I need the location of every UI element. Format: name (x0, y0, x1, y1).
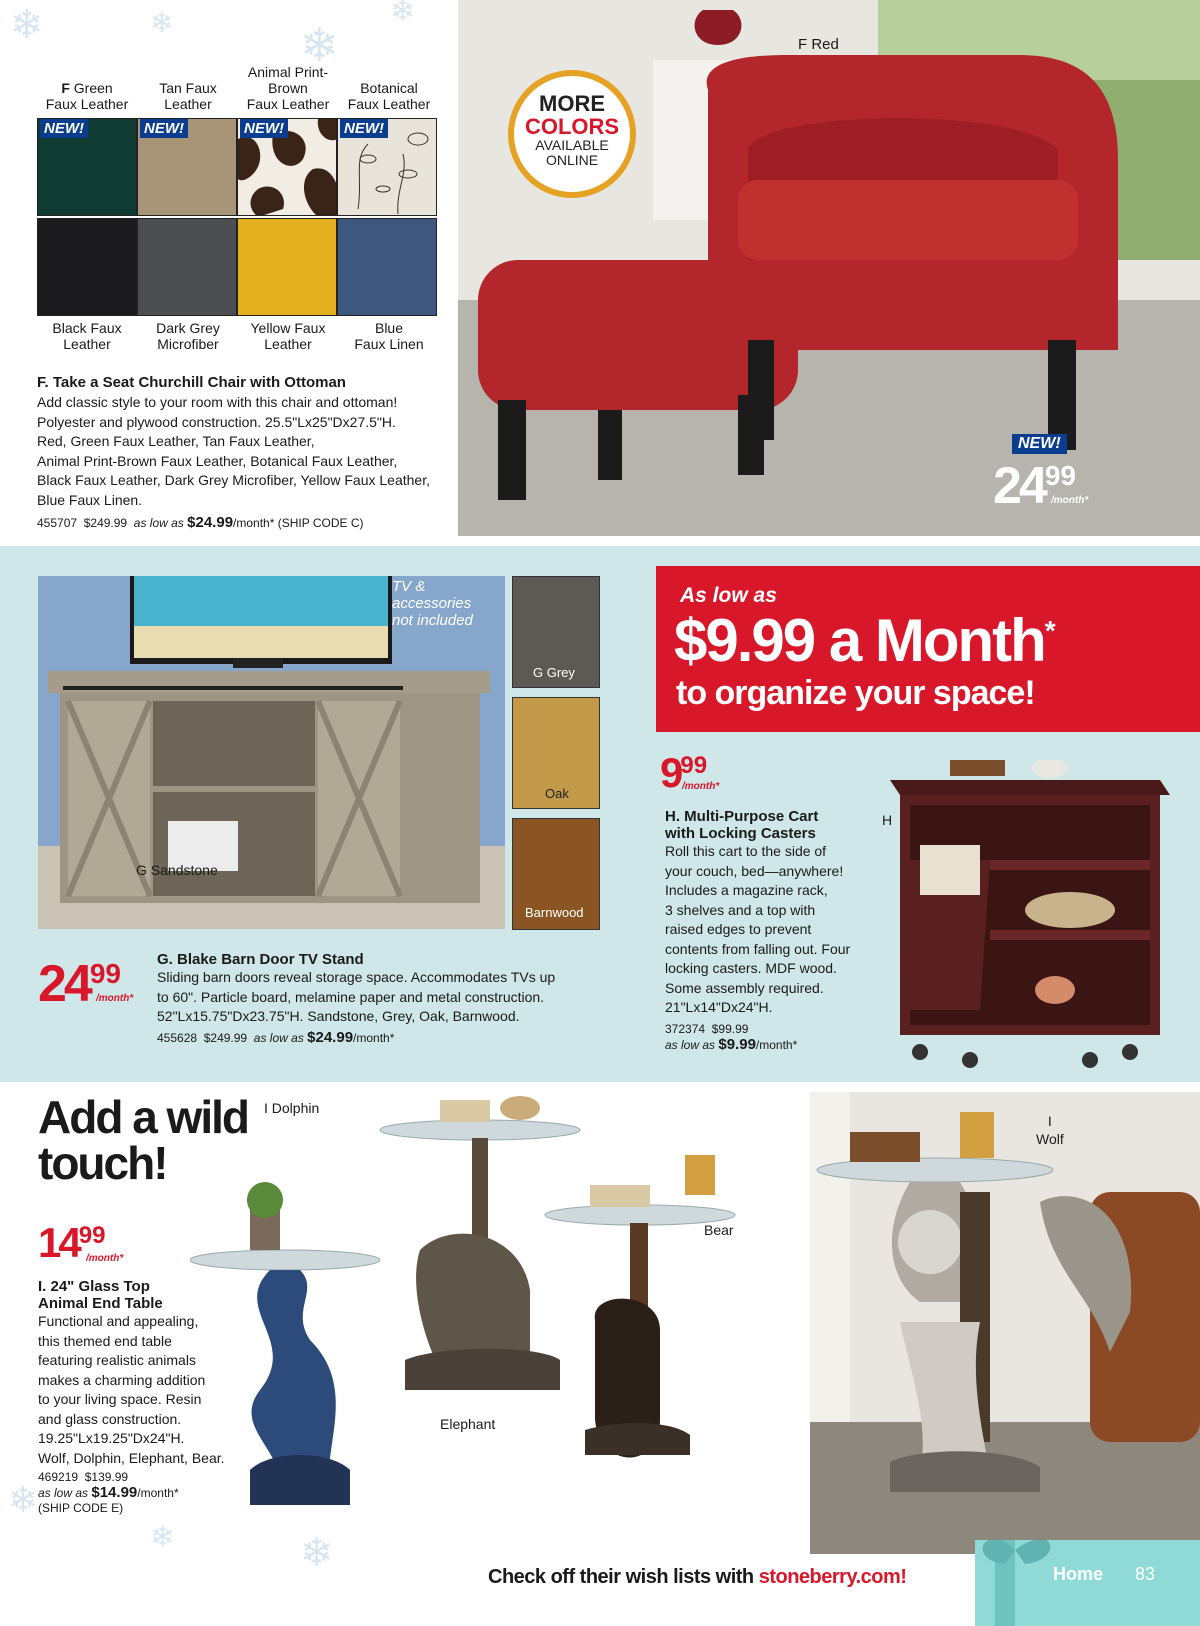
banner-line3: to organize your space! (676, 674, 1035, 712)
swatch-green[interactable] (37, 118, 137, 216)
product-f-text (37, 374, 457, 531)
product-h-description: Roll this cart to the side of your couch, bed—anywhere! Includes a magazine rack, 3 shelves and a top with raised edges to prevent contents from falling out. Four locking casters. MDF wood. Some assembly required. 21"Lx14"Dx24"H. (665, 843, 851, 1015)
product-h-title: H. Multi-Purpose Cart (665, 808, 819, 825)
new-badge: NEW! (340, 119, 388, 138)
swatch-label-botanical: Botanical Faux Leather (347, 80, 431, 112)
product-h-title-2: with Locking Casters (665, 825, 816, 842)
snowflake-decor: ❄ (10, 2, 44, 48)
photo-label-sandstone: G Sandstone (136, 862, 218, 878)
label-dolphin: I Dolphin (264, 1100, 320, 1116)
banner-line1: As low as (680, 584, 777, 607)
product-h-photo (880, 760, 1180, 1070)
product-g-text (157, 951, 637, 1046)
swatch-animal-print[interactable] (237, 118, 337, 216)
product-f-photo (458, 0, 1200, 536)
more-colors-badge: MORE COLORS AVAILABLE ONLINE (508, 70, 636, 198)
swatch-botanical[interactable] (337, 118, 437, 216)
new-badge: NEW! (140, 119, 188, 138)
wolf-label: I Wolf (1036, 1113, 1064, 1147)
product-i-price-line: 469219 $139.99 as low as $14.99/month* (SHIP CODE E) (38, 1470, 179, 1515)
product-g-price-line: 455628 $249.99 as low as $24.99/month* (157, 1028, 395, 1046)
product-h-big-price: 999 /month* (660, 749, 720, 796)
footer-tagline: Check off their wish lists with stoneberry.com! (488, 1566, 907, 1588)
wolf-table-photo (810, 1092, 1200, 1554)
page-number: 83 (1135, 1564, 1156, 1584)
brand-link[interactable]: stoneberry.com! (758, 1566, 907, 1588)
animal-tables-photo (190, 1090, 780, 1530)
product-i-title: I. 24" Glass Top (38, 1278, 150, 1295)
product-f-price-line: 455707 $249.99 as low as $24.99/month* (SHIP CODE C) (37, 514, 364, 531)
swatch-label-blue: Blue Faux Linen (354, 320, 424, 352)
product-h-price-line: 372374 $99.99 as low as $9.99/month* (665, 1021, 798, 1053)
variant-barnwood-label: Barnwood (525, 905, 584, 920)
snowflake-decor: ❄ (150, 6, 174, 39)
label-bear: Bear (704, 1222, 734, 1238)
swatch-black[interactable] (37, 218, 137, 316)
photo-label-h: H (882, 812, 893, 828)
swatch-label-black: Black Faux Leather (52, 320, 122, 352)
snowflake-decor: ❄ (300, 1530, 334, 1576)
product-g-photo (38, 576, 505, 929)
variant-grey-label: G Grey (533, 665, 575, 680)
gift-box-corner (975, 1540, 1200, 1626)
product-i-title-2: Animal End Table (38, 1295, 163, 1312)
variant-barnwood[interactable] (512, 818, 600, 930)
product-g-big-price: 2499 /month* (38, 955, 134, 1013)
variant-grey[interactable] (512, 576, 600, 688)
snowflake-decor: ❄ (8, 1480, 39, 1521)
banner-line2: $9.99 a Month* (674, 607, 1054, 674)
footer-section-label: Home (1053, 1564, 1104, 1584)
swatch-yellow[interactable] (237, 218, 337, 316)
swatch-label-green: F Green Faux Leather (45, 80, 129, 112)
new-badge: NEW! (240, 119, 288, 138)
photo-label-red: F Red (798, 36, 839, 53)
cart-illustration (880, 760, 1180, 1070)
product-i-big-price: 1499 /month* (38, 1219, 124, 1266)
snowflake-decor: ❄ (300, 18, 339, 72)
promo-banner (656, 566, 1200, 732)
swatch-dark-grey[interactable] (137, 218, 237, 316)
swatch-label-dark-grey: Dark Grey Microfiber (156, 320, 220, 352)
product-f-big-price: 2499 /month* (993, 457, 1089, 515)
wolf-table-illustration (810, 1092, 1200, 1554)
animal-tables-illustration (190, 1090, 780, 1530)
swatch-label-tan: Tan Faux Leather (159, 80, 217, 112)
product-f-title: F. Take a Seat Churchill Chair with Ottoman (37, 374, 346, 391)
section-i-headline: Add a wild touch! (38, 1091, 248, 1189)
swatch-label-yellow: Yellow Faux Leather (250, 320, 326, 352)
tv-note: TV & accessories not included (392, 578, 473, 629)
swatch-blue[interactable] (337, 218, 437, 316)
snowflake-decor: ❄ (150, 1520, 176, 1555)
variant-oak[interactable] (512, 697, 600, 809)
product-g-title: G. Blake Barn Door TV Stand (157, 951, 364, 968)
product-i-description: Functional and appealing, this themed end table featuring realistic animals makes a charming addition to your living space. Resin and glass construction. 19.25"Lx19.25"Dx24"H. Wolf, Dolphin, Elephant, Bear. (38, 1313, 225, 1466)
product-h-text (665, 808, 875, 1053)
swatch-tan[interactable] (137, 118, 237, 216)
variant-oak-label: Oak (545, 786, 569, 801)
swatch-label-animal: Animal Print- Brown Faux Leather (246, 64, 330, 112)
product-f-description: Add classic style to your room with this chair and ottoman! Polyester and plywood construction. 25.5"Lx25"Dx27.5"H. Red, Green Faux Leather, Tan Faux Leather, Animal Print-Brown Faux Leather, Botanical Faux Leather, Black Faux Leather, Dark Grey Microfiber, Yellow Faux Leather, Blue Faux Linen. (37, 394, 430, 508)
label-elephant: Elephant (440, 1416, 496, 1432)
new-badge: NEW! (1012, 434, 1067, 454)
snowflake-decor: ❄ (390, 0, 416, 29)
new-badge: NEW! (40, 119, 88, 138)
product-g-description: Sliding barn doors reveal storage space. Accommodates TVs up to 60". Particle board, melamine paper and metal construction. 52"Lx15.75"Dx23.75"H. Sandstone, Grey, Oak, Barnwood. (157, 969, 556, 1024)
